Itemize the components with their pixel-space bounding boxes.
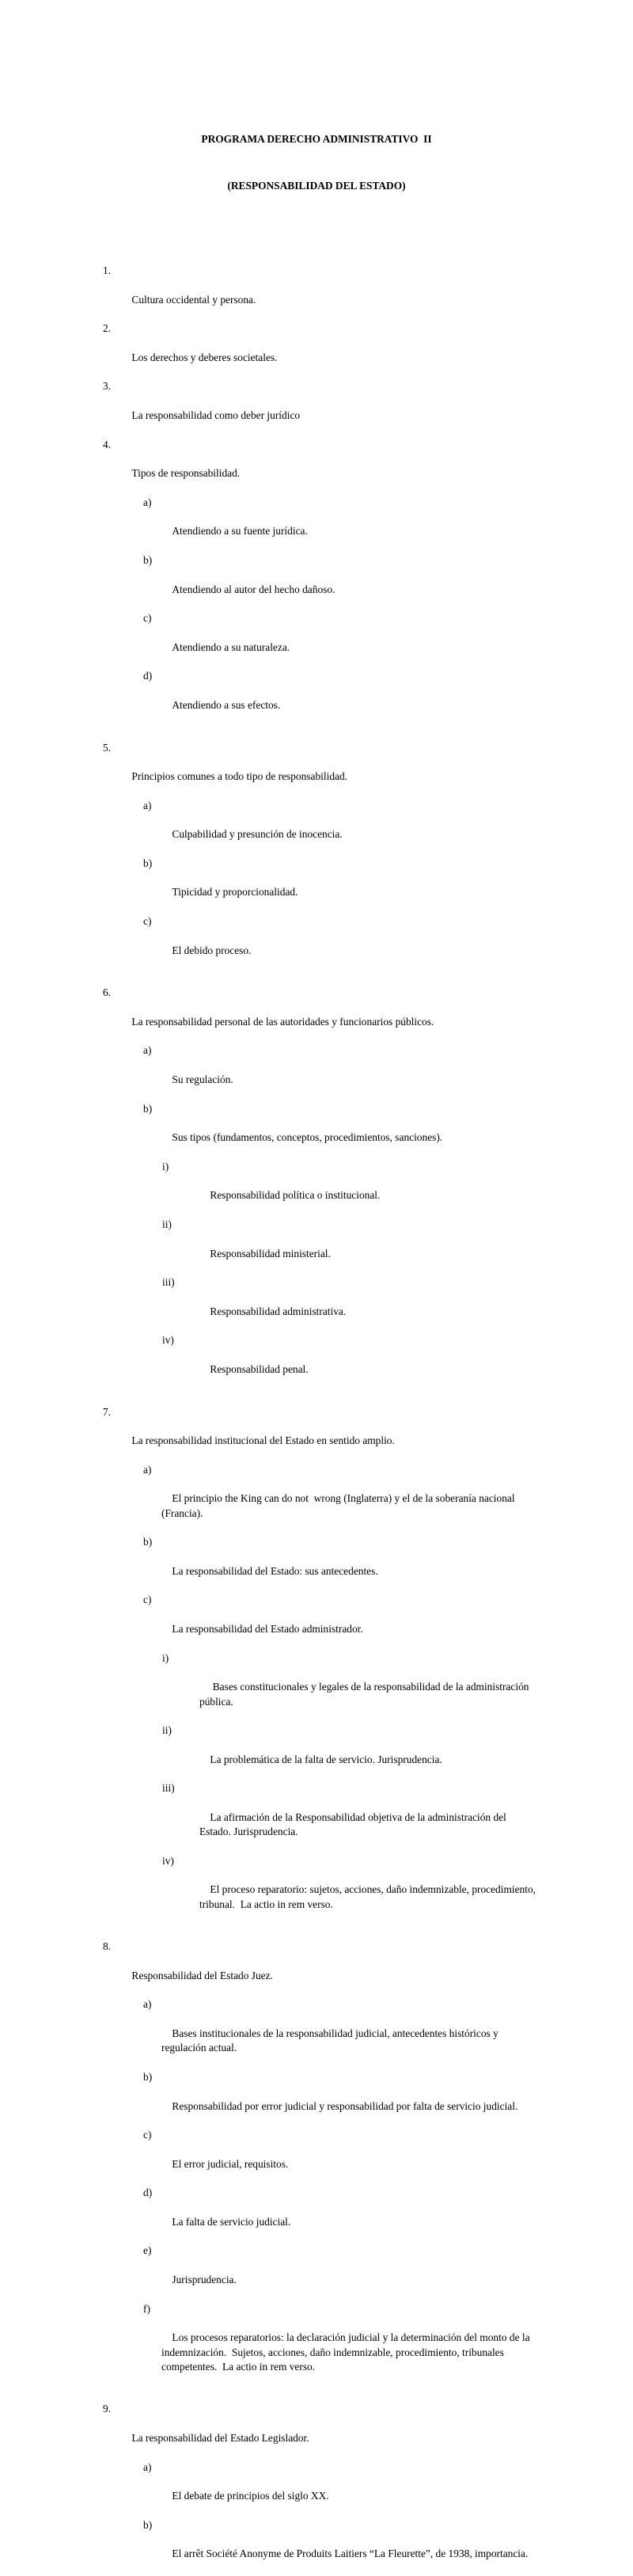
item-marker: 5.: [103, 741, 112, 754]
list-item: [0, 1463, 545, 1535]
item-marker: c): [143, 915, 152, 928]
item-marker: 6.: [103, 986, 112, 999]
item-marker: i): [162, 1651, 169, 1664]
item-marker: iv): [162, 1854, 174, 1867]
item-marker: a): [143, 799, 152, 811]
item-text: Los procesos reparatorios: la declaración judicial y la determinación del monto de la indemnización. Sujetos, acciones, daño indemnizable, procedimiento, tribunales competentes. La actio in rem verso.: [161, 2331, 533, 2373]
list-item: [0, 553, 545, 611]
list-item: [0, 1218, 538, 1275]
list-item: [0, 2460, 545, 2518]
item-text: El error judicial, requisitos.: [172, 2157, 289, 2170]
document-title: [0, 101, 633, 224]
list-item: [0, 2128, 545, 2186]
item-marker: ii): [162, 1724, 172, 1737]
item-text: La responsabilidad del Estado administrador.: [172, 1623, 363, 1636]
item-text: Jurisprudencia.: [172, 2274, 237, 2286]
item-marker: 9.: [103, 2403, 112, 2415]
item-text: Responsabilidad administrativa.: [210, 1305, 347, 1317]
list-item: [0, 2244, 545, 2301]
item-marker: b): [143, 2518, 153, 2531]
item-marker: a): [143, 496, 152, 508]
item-text: La responsabilidad del Estado: sus antecedentes.: [172, 1564, 378, 1577]
item-text: Bases constitucionales y legales de la responsabilidad de la administración pública.: [199, 1681, 532, 1708]
list-item: [0, 1102, 545, 1160]
list-item: [0, 1333, 538, 1391]
list-item: [0, 741, 552, 799]
item-text: La afirmación de la Responsabilidad objetiva de la administración del Estado. Jurisprudencia.: [199, 1810, 510, 1838]
list-item: [0, 1781, 538, 1853]
list-item: [0, 914, 545, 972]
item-text: Los derechos y deberes societales.: [131, 351, 278, 363]
item-text: La problemática de la falta de servicio. Jurisprudencia.: [210, 1753, 442, 1765]
item-text: Responsabilidad del Estado Juez.: [131, 1969, 273, 1981]
item-marker: 2.: [103, 322, 112, 335]
item-marker: b): [143, 553, 153, 566]
list-item: [0, 1535, 545, 1593]
item-marker: 7.: [103, 1405, 112, 1418]
list-item: [0, 1593, 545, 1651]
list-item: [0, 857, 545, 914]
item-marker: a): [143, 2460, 152, 2473]
list-item: [0, 799, 545, 857]
item-marker: ii): [162, 1218, 172, 1230]
item-marker: a): [143, 1998, 152, 2011]
item-marker: a): [143, 1044, 152, 1057]
item-text: El debate de principios del siglo XX.: [172, 2490, 329, 2502]
item-text: Tipos de responsabilidad.: [131, 467, 241, 480]
item-marker: 3.: [103, 380, 112, 393]
list-item: [0, 1405, 552, 1463]
item-marker: f): [143, 2302, 150, 2315]
item-text: Cultura occidental y persona.: [131, 293, 256, 306]
item-text: Sus tipos (fundamentos, conceptos, procedimientos, sanciones).: [172, 1131, 443, 1144]
list-item: [0, 986, 552, 1043]
list-item: [0, 1160, 538, 1218]
item-text: Atendiendo a sus efectos.: [172, 698, 281, 711]
item-text: El debido proceso.: [172, 944, 252, 956]
list-item: [0, 1275, 538, 1333]
list-item: [0, 2518, 545, 2576]
list-item: [0, 379, 552, 437]
item-marker: b): [143, 1102, 153, 1115]
list-item: [0, 438, 552, 496]
item-text: La responsabilidad del Estado Legislador.: [131, 2432, 309, 2445]
list-item: [0, 1043, 545, 1101]
list-item: [0, 2070, 545, 2128]
item-marker: a): [143, 1463, 152, 1476]
item-marker: b): [143, 2070, 153, 2083]
item-marker: e): [143, 2244, 152, 2257]
list-item: [0, 264, 552, 321]
item-text: La responsabilidad personal de las autoridades y funcionarios públicos.: [131, 1015, 434, 1028]
item-text: Atendiendo al autor del hecho dañoso.: [172, 583, 335, 595]
item-text: Culpabilidad y presunción de inocencia.: [172, 828, 343, 841]
item-text: La responsabilidad como deber jurídico: [131, 408, 301, 421]
item-text: El arrêt Société Anonyme de Produits Laitiers “La Fleurette”, de 1938, importancia.: [172, 2548, 529, 2560]
item-text: El principio the King can do not wrong (Inglaterra) y el de la soberanía nacional (Francia).: [161, 1492, 517, 1519]
list-item: [0, 611, 545, 669]
item-marker: c): [143, 1594, 152, 1606]
item-marker: iii): [162, 1782, 175, 1795]
item-marker: iv): [162, 1334, 174, 1347]
list-item: [0, 496, 545, 553]
item-text: El proceso reparatorio: sujetos, acciones, daño indemnizable, procedimiento, tribunal. La actio in rem verso.: [199, 1883, 539, 1910]
list-item: [0, 1997, 545, 2069]
list-item: [0, 2302, 545, 2389]
outline-list: [0, 264, 633, 2576]
item-text: Su regulación.: [172, 1073, 233, 1086]
item-text: Atendiendo a su naturaleza.: [172, 640, 290, 653]
list-item: [0, 1940, 552, 1997]
item-marker: c): [143, 612, 152, 625]
item-text: Responsabilidad política o institucional.: [210, 1189, 381, 1202]
list-item: [0, 321, 552, 379]
item-text: Responsabilidad ministerial.: [210, 1247, 331, 1260]
item-marker: b): [143, 1536, 153, 1548]
list-item: [0, 1723, 538, 1781]
list-item: [0, 1854, 538, 1926]
item-text: Responsabilidad por error judicial y responsabilidad por falta de servicio judicial.: [172, 2099, 518, 2112]
item-marker: 8.: [103, 1940, 112, 1953]
item-marker: iii): [162, 1276, 175, 1289]
item-marker: 4.: [103, 438, 112, 450]
item-text: La falta de servicio judicial.: [172, 2215, 291, 2228]
title-line-2: (RESPONSABILIDAD DEL ESTADO): [227, 179, 406, 192]
item-marker: i): [162, 1160, 169, 1172]
item-marker: b): [143, 857, 153, 869]
title-line-1: PROGRAMA DERECHO ADMINISTRATIVO II: [201, 133, 432, 145]
item-marker: c): [143, 2129, 152, 2141]
item-text: Atendiendo a su fuente jurídica.: [172, 525, 308, 538]
item-text: La responsabilidad institucional del Estado en sentido amplio.: [131, 1434, 395, 1447]
item-marker: 1.: [103, 264, 112, 276]
item-text: Principios comunes a todo tipo de responsabilidad.: [131, 770, 347, 783]
list-item: [0, 1651, 538, 1723]
item-text: Responsabilidad penal.: [210, 1362, 309, 1375]
list-item: [0, 2402, 552, 2460]
list-item: [0, 2186, 545, 2244]
item-text: Tipicidad y proporcionalidad.: [172, 886, 298, 899]
item-text: Bases institucionales de la responsabilidad judicial, antecedentes históricos y regulación actual.: [161, 2027, 502, 2054]
item-marker: d): [143, 2187, 153, 2199]
list-item: [0, 669, 545, 727]
item-marker: d): [143, 670, 153, 682]
